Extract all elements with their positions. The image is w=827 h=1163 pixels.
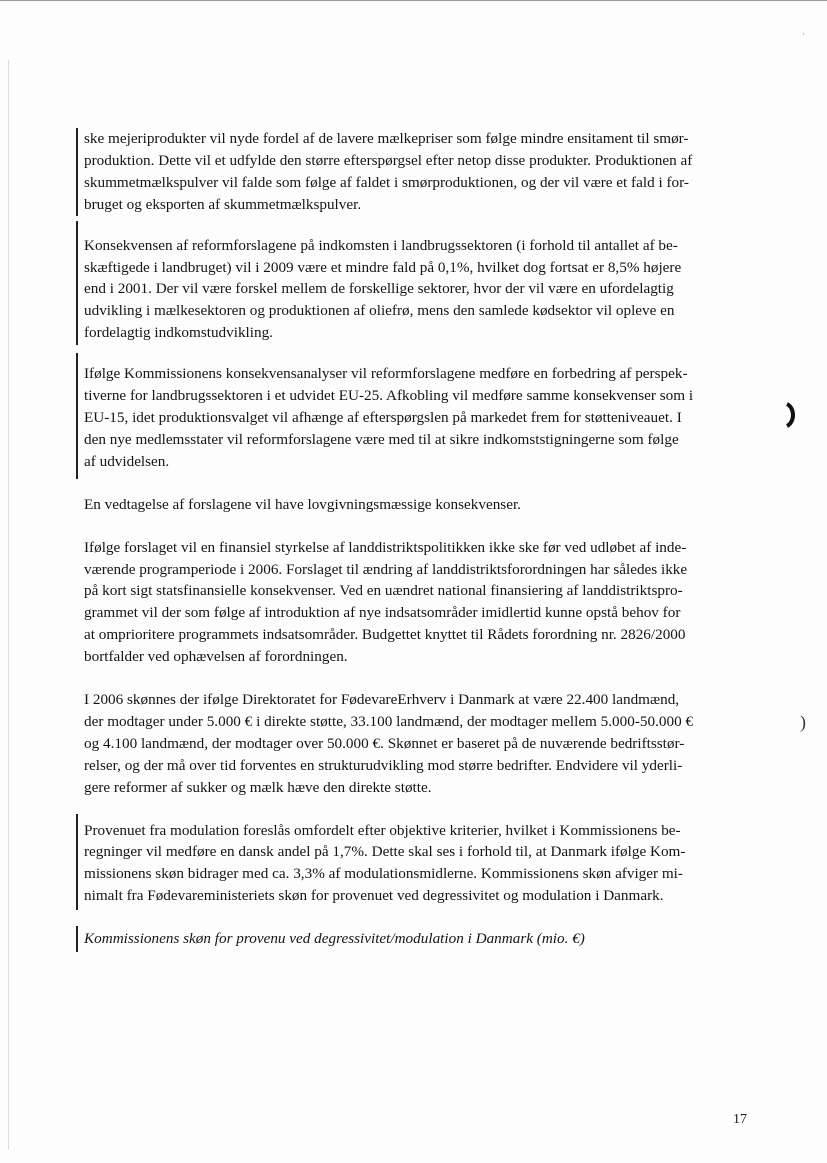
paragraph-modulation xyxy=(84,820,756,908)
scan-speck: · xyxy=(802,30,805,39)
text-line: missionens skøn bidrager med ca. 3,3% af modulationsmidlerne. Kommissionens skøn afviger mi- xyxy=(84,865,683,883)
text-line: nimalt fra Fødevareministeriets skøn for provenuet ved degressivitet og modulation i Danmark. xyxy=(84,887,664,905)
scan-edge-line xyxy=(8,60,9,1150)
text-line: fordelagtig indkomstudvikling. xyxy=(84,324,273,342)
text-line: skummetmælkspulver vil falde som følge af faldet i smørproduktionen, og der vil være et fald i for- xyxy=(84,173,689,191)
table-caption xyxy=(84,928,756,950)
paragraph-farmers-2006 xyxy=(84,689,756,799)
text-line: Ifølge Kommissionens konsekvensanalyser vil reformforslagene medføre en forbedring af perspek- xyxy=(84,365,688,383)
text-line: regninger vil medføre en dansk andel på 1,7%. Dette skal ses i forhold til, at Danmark ifølge Kom- xyxy=(84,843,686,861)
page-number: 17 xyxy=(733,1112,747,1127)
change-bar xyxy=(76,926,78,952)
text-line: tiverne for landbrugssektoren i et udvidet EU-25. Afkobling vil medføre samme konsekvenser som i xyxy=(84,387,694,405)
change-bar xyxy=(76,128,78,216)
text-line: bortfalder ved ophævelsen af forordningen. xyxy=(84,648,348,666)
text-line: at omprioritere programmets indsatsområder. Budgettet knyttet til Rådets forordning nr. 2826/2000 xyxy=(84,626,686,644)
paragraph-legal xyxy=(84,494,756,516)
text-line: af udvidelsen. xyxy=(84,452,170,470)
paragraph-eu25 xyxy=(84,363,756,473)
text-line: bruget og eksporten af skummetmælkspulver. xyxy=(84,195,362,213)
margin-bracket-mark xyxy=(785,402,797,428)
text-line: relser, og der må over tid forventes en strukturudvikling mod større bedrifter. Endvidere vil yderli- xyxy=(84,756,683,774)
margin-paren-mark: ) xyxy=(800,712,806,732)
paragraph-dairy xyxy=(84,128,756,216)
text-line: gere reformer af sukker og mælk hæve den direkte støtte. xyxy=(84,778,432,796)
text-line: Konsekvensen af reformforslagene på indkomsten i landbrugssektoren (i forhold til antallet af be- xyxy=(84,236,678,254)
text-line: den nye medlemsstater vil reformforslagene være med til at sikre indkomststigningerne som følge xyxy=(84,430,679,448)
text-line: I 2006 skønnes der ifølge Direktoratet for FødevareErhverv i Danmark at være 22.400 landmænd, xyxy=(84,691,680,709)
change-bar xyxy=(76,353,78,479)
text-line: der modtager under 5.000 € i direkte støtte, 33.100 landmænd, der modtager mellem 5.000-50.000 € xyxy=(84,712,694,730)
text-line: end i 2001. Der vil være forskel mellem de forskellige sektorer, hvor der vil være en ufordelagtig xyxy=(84,280,674,298)
text-line: Provenuet fra modulation foreslås omfordelt efter objektive kriterier, hvilket i Kommissionens be- xyxy=(84,821,681,839)
paragraph-income xyxy=(84,235,756,345)
caption-text: Kommissionens skøn for provenu ved degressivitet/modulation i Danmark (mio. €) xyxy=(84,930,585,948)
top-border-line xyxy=(0,0,827,1)
text-line: på kort sigt statsfinansielle konsekvenser. Ved en uændret national finansiering af landdistriktspro- xyxy=(84,582,683,600)
change-bar xyxy=(76,814,78,910)
document-body xyxy=(84,128,756,950)
paragraph-rural-policy xyxy=(84,537,756,668)
text-line: skæftigede i landbruget) vil i 2009 være et mindre fald på 0,1%, hvilket dog fortsat er 8,5% højere xyxy=(84,258,682,276)
text-line: udvikling i mælkesektoren og produktionen af oliefrø, mens den samlede kødsektor vil opleve en xyxy=(84,302,675,320)
text-line: værende programperiode i 2006. Forslaget til ændring af landdistriktsforordningen har således ikke xyxy=(84,560,688,578)
text-line: EU-15, idet produktionsvalget vil afhænge af efterspørgslen på markedet frem for støtteniveauet. I xyxy=(84,408,682,426)
text-line: grammet vil der som følge af introduktion af nye indsatsområder imidlertid kunne opstå behov for xyxy=(84,604,681,622)
change-bar xyxy=(76,221,78,345)
text-line: Ifølge forslaget vil en finansiel styrkelse af landdistriktspolitikken ikke ske før ved udløbet af inde- xyxy=(84,538,687,556)
text-line: og 4.100 landmænd, der modtager over 50.000 €. Skønnet er baseret på de nuværende bedriftsstør- xyxy=(84,734,685,752)
text-line: produktion. Dette vil et udfylde den større efterspørgsel efter netop disse produkter. Produktionen af xyxy=(84,151,693,169)
text-line: ske mejeriprodukter vil nyde fordel af de lavere mælkepriser som følge mindre ensitament til smør- xyxy=(84,130,689,147)
text-line: En vedtagelse af forslagene vil have lovgivningsmæssige konsekvenser. xyxy=(84,495,521,513)
